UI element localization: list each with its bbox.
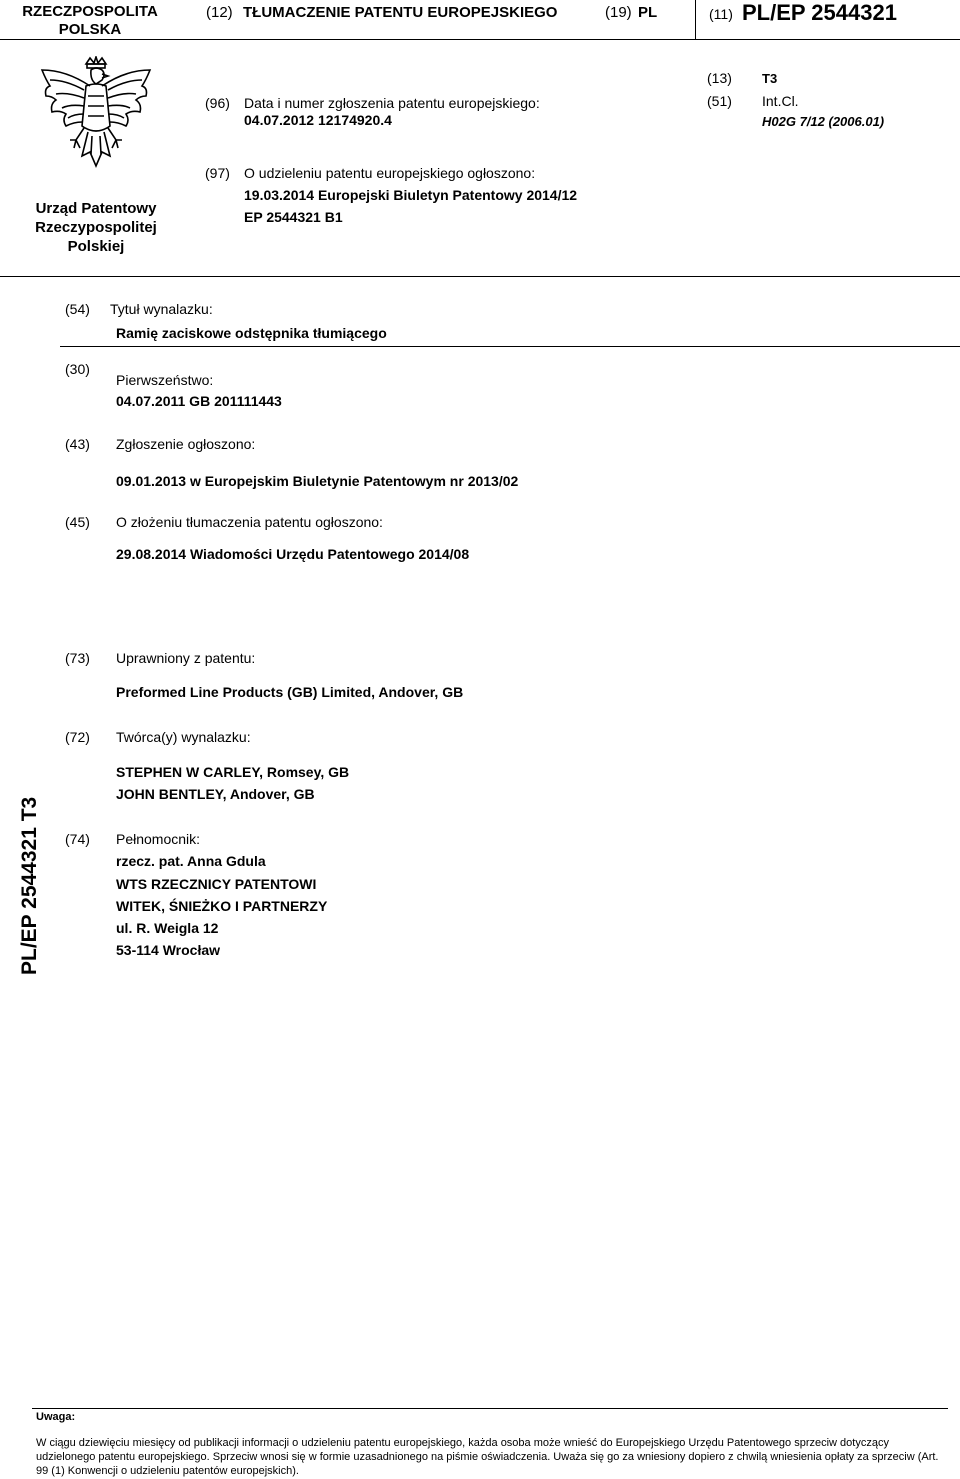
translation-label: O złożeniu tłumaczenia patentu ogłoszono: [116, 514, 383, 530]
patent-number: PL/EP 2544321 [742, 0, 897, 25]
code-72: (72) [65, 729, 90, 745]
priority-value: 04.07.2011 GB 201111443 [116, 393, 282, 409]
inventor-2: JOHN BENTLEY, Andover, GB [116, 786, 315, 802]
grant-value: 19.03.2014 Europejski Biuletyn Patentowy 2014/12 [244, 187, 578, 203]
document-type: TŁUMACZENIE PATENTU EUROPEJSKIEGO [243, 4, 558, 21]
polish-eagle-emblem [36, 56, 156, 182]
code-43: (43) [65, 436, 90, 452]
biblio-rule [0, 276, 960, 277]
code-51: (51) [707, 93, 732, 109]
grant-label: O udzieleniu patentu europejskiego ogłoszono: [244, 165, 536, 181]
country-line-1: RZECZPOSPOLITA [22, 3, 158, 20]
application-label: Data i numer zgłoszenia patentu europejskiego: [244, 95, 540, 111]
intcl-value: H02G 7/12 (2006.01) [762, 114, 885, 129]
code-73: (73) [65, 650, 90, 666]
attorney-line-3: WITEK, ŚNIEŻKO I PARTNERZY [116, 898, 328, 914]
attorney-line-4: ul. R. Weigla 12 [116, 920, 219, 936]
country-line-2: POLSKA [58, 21, 122, 38]
code-30: (30) [65, 361, 90, 377]
intcl-label: Int.Cl. [762, 93, 799, 109]
code-96: (96) [205, 95, 230, 111]
code-54: (54) [65, 301, 90, 317]
country-name [10, 3, 170, 39]
office-line-2: Rzeczypospolitej [35, 219, 157, 236]
publication-value: 09.01.2013 w Europejskim Biuletynie Patentowym nr 2013/02 [116, 473, 519, 489]
code-97: (97) [205, 165, 230, 181]
code-12: (12) [206, 4, 233, 21]
kind-code: T3 [762, 71, 778, 86]
side-patent-code: PL/EP 2544321 T3 [18, 796, 41, 975]
publication-label: Zgłoszenie ogłoszono: [116, 436, 256, 452]
footer-note: W ciągu dziewięciu miesięcy od publikacji informacji o udzieleniu patentu europejskiego, każda osoba może wnieść do Europejskiego Urzędu Patentowego sprzeciw dotyczący udzielonego patentu europejskiego. Sprzeciw wnosi się w formie uzasadnionego na piśmie oświadczenia. Uważa się go za wniesiony dopiero z chwilą wniesienia opłaty za sprzeciw (Art. 99 (1) Konwencji o udzieleniu patentów europejskich). [36, 1437, 939, 1477]
country-code: PL [638, 4, 658, 21]
code-74: (74) [65, 831, 90, 847]
attorney-line-2: WTS RZECZNICY PATENTOWI [116, 876, 317, 892]
owner-label: Uprawniony z patentu: [116, 650, 256, 666]
title-label: Tytuł wynalazku: [110, 301, 213, 317]
attorney-line-1: rzecz. pat. Anna Gdula [116, 853, 266, 869]
invention-title: Ramię zaciskowe odstępnika tłumiącego [116, 325, 387, 341]
priority-label: Pierwszeństwo: [116, 372, 214, 388]
footer-rule [32, 1408, 948, 1409]
office-name [16, 199, 176, 256]
attorney-line-5: 53-114 Wrocław [116, 942, 221, 958]
inventor-label: Twórca(y) wynalazku: [116, 729, 251, 745]
code-45: (45) [65, 514, 90, 530]
office-line-3: Polskiej [67, 238, 125, 255]
code-11: (11) [709, 6, 733, 22]
translation-value: 29.08.2014 Wiadomości Urzędu Patentowego 2014/08 [116, 546, 470, 562]
attorney-label: Pełnomocnik: [116, 831, 201, 847]
inventor-1: STEPHEN W CARLEY, Romsey, GB [116, 764, 350, 780]
code-13: (13) [707, 70, 732, 86]
office-line-1: Urząd Patentowy [35, 200, 157, 217]
grant-document: EP 2544321 B1 [244, 209, 343, 225]
application-value: 04.07.2012 12174920.4 [244, 112, 392, 128]
title-rule [60, 346, 960, 347]
owner-value: Preformed Line Products (GB) Limited, Andover, GB [116, 684, 464, 700]
footer-label: Uwaga: [36, 1411, 76, 1423]
code-19: (19) [605, 4, 632, 21]
header-divider [695, 0, 696, 39]
header-rule [0, 39, 960, 40]
